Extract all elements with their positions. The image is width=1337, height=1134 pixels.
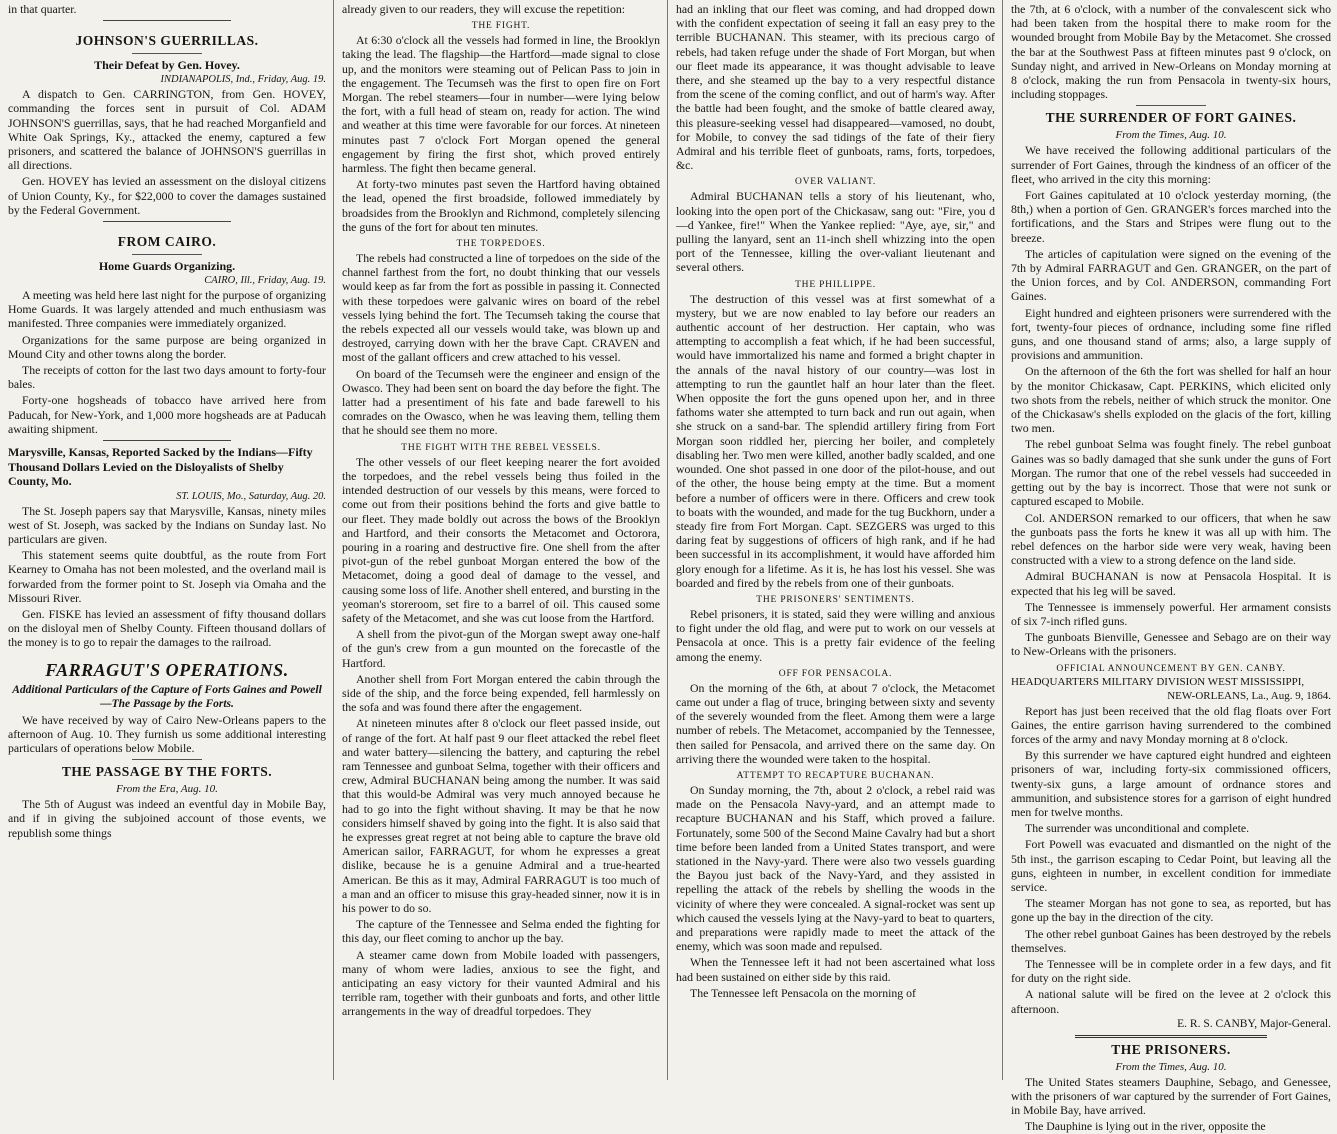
paragraph: Col. ANDERSON remarked to our officers, that when he saw the gunboats pass the forts he knew it was all up with him. The rebel defences on the harbor side were very weak, having been constructed with a view to a strong defence on the land side. (1011, 510, 1331, 568)
paragraph: Organizations for the same purpose are being organized in Mound City and other towns along the border. (8, 332, 326, 361)
source-line: From the Times, Aug. 10. (1115, 129, 1227, 142)
paragraph: Report has just been received that the old flag floats over Fort Gaines, the entire garrison having surrendered to the combined forces of the army and navy Monday morning at 8 o'clock. (1011, 703, 1331, 746)
paragraph: On the afternoon of the 6th the fort was shelled for half an hour by the monitor Chickasaw, Capt. PERKINS, which elicited only two shots from the rebels, neither of which struck the monitor. One of the Chickasaw's shells exploded on the glacis of the fort, killing two men. (1011, 364, 1331, 436)
paragraph: At nineteen minutes after 8 o'clock our fleet passed inside, out of range of the fort. At half past 9 our fleet attacked the rebel fleet and water battery—silencing the battery, and capturing the rebel ram Tennessee and gunboat Selma, together with their officers and crew, Admiral BUCHANAN being among the number. It was said that this would-be Admiral was very much annoyed because he had to go into the fight without shaving. It may be that he now considers himself shaved by going into the fight. It is also said that he expresses great regret at not being able to capture the brave old American sailor, FARRAGUT, for whom he expresses a great dislike, because he is a genuine Admiral and a true-hearted American. Be this as it may, Admiral FARRAGUT is too much of a man and an officer to misuse this gray-headed sinner, now it is in his power to do so. (342, 716, 660, 915)
paragraph: When the Tennessee left it had not been ascertained what loss had been sustained on either side by this raid. (676, 955, 995, 984)
divider (1136, 105, 1206, 106)
paragraph: in that quarter. (8, 2, 77, 16)
headline-surrender-fort-gaines: THE SURRENDER OF FORT GAINES. (1045, 110, 1297, 126)
paragraph: Gen. FISKE has levied an assessment of fifty thousand dollars on the disloyal men of Shelby County. Fifteen thousand dollars of the money is to go to repair the damages to the railroad. (8, 606, 326, 650)
paragraph: This statement seems quite doubtful, as the route from Fort Kearney to Omaha has not been molested, and the overland mail is forwarded from the former point to St. Joseph via Omaha and the Missouri River. (8, 548, 326, 605)
paragraph: On the morning of the 6th, at about 7 o'clock, the Metacomet came out under a flag of truce, bringing between sixty and seventy of the severely wounded from the fleet. Among them were a large number of rebels. The Metacomet, accompanied by the Tennessee, then sailed for Pensacola, and arrived there on the same day. On arriving there the wounded were taken to the hospital. (676, 680, 995, 766)
paragraph: On Sunday morning, the 7th, about 2 o'clock, a rebel raid was made on the Pensacola Navy-yard, and an attempt made to recapture BUCHANAN and his Staff, which proved a failure. Fortunately, some 500 of the Second Maine Cavalry had but a short time before been landed from a United States transport, and were stationed in the Navy-yard. There were also two vessels guarding the Bayou just back of the Navy-Yard, and they assisted in repelling the attack of the rebels by shelling the woods in the vicinity of where they were concealed. A signal-rocket was sent up which caused the vessels lying at the Navy-yard to beat to quarters, and preparations were rapidly made to meet the attack of the enemy, which was soon made and repulsed. (676, 782, 995, 954)
paragraph: Forty-one hogsheads of tobacco have arrived here from Paducah, for New-York, and 1,000 more hogsheads are at Paducah awaiting shipment. (8, 393, 326, 436)
paragraph: Fort Gaines capitulated at 10 o'clock yesterday morning, (the 8th,) when a portion of Gen. GRANGER's forces marched into the fortifications, and the Stars and Stripes were flung out to the breeze. (1011, 188, 1331, 245)
paragraph: The surrender was unconditional and complete. (1025, 821, 1250, 836)
paragraph: The United States steamers Dauphine, Sebago, and Genessee, with the prisoners of war captured by the surrender of Fort Gaines, in Mobile Bay, have arrived. (1011, 1074, 1331, 1118)
divider (132, 254, 202, 255)
column-2 (336, 0, 666, 1080)
section-heading: ATTEMPT TO RECAPTURE BUCHANAN. (736, 770, 935, 781)
headline-farraguts-operations: FARRAGUT'S OPERATIONS. (45, 659, 289, 680)
paragraph: A shell from the pivot-gun of the Morgan swept away one-half of the gun's crew from a gun mounted on the forecastle of the Hartford. (342, 627, 660, 670)
paragraph: We have received by way of Cairo New-Orleans papers to the afternoon of Aug. 10. They furnish us some additional interesting particulars of operations below Mobile. (8, 712, 326, 755)
paragraph: Admiral BUCHANAN tells a story of his lieutenant, who, looking into the open port of the Chickasaw, sang out: "Fire, you d—d Yankee, fire!" When the Yankee replied: "Aye, aye, sir," and pulling the lanyard, sent an 11-inch shell whizzing into the open port of the Tennessee, killing the over-valiant lieutenant and several others. (676, 189, 995, 275)
paragraph: Admiral BUCHANAN is now at Pensacola Hospital. It is expected that his leg will be saved. (1011, 569, 1331, 598)
subheadline: Their Defeat by Gen. Hovey. (94, 58, 240, 73)
paragraph: We have received the following additional particulars of the surrender of Fort Gaines, through the kindness of an officer of the fleet, who arrived in the city this morning: (1011, 143, 1331, 186)
column-1 (2, 0, 332, 1080)
section-heading: THE PHILLIPPE. (795, 279, 876, 290)
paragraph: The other rebel gunboat Gaines has been destroyed by the rebels themselves. (1011, 926, 1331, 955)
headline-johnsons-guerrillas: JOHNSON'S GUERRILLAS. (75, 33, 259, 49)
signature: E. R. S. CANBY, Major-General. (1177, 1017, 1331, 1030)
paragraph: The St. Joseph papers say that Marysville, Kansas, ninety miles west of St. Joseph, was sacked by the Indians on Sunday last. No particulars are given. (8, 503, 326, 546)
divider (132, 53, 202, 54)
paragraph: The Tennessee will be in complete order in a few days, and fit for duty on the right side. (1011, 956, 1331, 986)
divider (103, 221, 230, 222)
deck-headline: Additional Particulars of the Capture of Forts Gaines and Powell—The Passage by the Forts. (12, 683, 322, 710)
paragraph: A dispatch to Gen. CARRINGTON, from Gen. HOVEY, commanding the forces sent in pursuit of Col. ADAM JOHNSON'S guerrillas, says, that he had reached Morganfield and White Oak Springs, Ky., attacked the enemy, captured a few prisoners, and scattered the balance of JOHNSON'S guerrillas in all directions. (8, 87, 326, 173)
paragraph: Another shell from Fort Morgan entered the cabin through the side of the ship, and the force being expended, fell harmlessly on the sofa and was found there after the engagement. (342, 671, 660, 715)
paragraph: Fort Powell was evacuated and dismantled on the night of the 5th inst., the garrison escaping to Cedar Point, but leaving all the guns, eighteen in number, in excellent condition for immediate service. (1011, 837, 1331, 894)
source-line: From the Times, Aug. 10. (1115, 1060, 1227, 1073)
paragraph: By this surrender we have captured eight hundred and eighteen prisoners of war, including forty-six commissioned officers, twenty-six guns, a large amount of ordnance stores and ammunition, and subsistence stores for a garrison of eight hundred men for twelve months. (1011, 748, 1331, 819)
paragraph: Eight hundred and eighteen prisoners were surrendered with the fort, twenty-four pieces of ordnance, including some fine rifled guns, and one thousand stand of arms; also, a large supply of provisions and ammunition. (1011, 305, 1331, 363)
section-heading: THE TORPEDOES. (456, 239, 546, 250)
paragraph: A meeting was held here last night for the purpose of organizing Home Guards. It was largely attended and much enthusiasm was manifested. Three companies were immediately organized. (8, 288, 326, 331)
paragraph: the 7th, at 6 o'clock, with a number of the convalescent sick who had been taken from the hospital there to make room for the wounded brought from Mobile Bay by the Metacomet. She crossed the bar at the Southwest Pass at fifteen minutes past 9 o'clock, on Sunday night, and arrived in New-Orleans on Monday morning at 8 o'clock, making the run from Pensacola in twenty-six hours, including stoppages. (1011, 2, 1331, 102)
paragraph: The articles of capitulation were signed on the evening of the 7th by Admiral FARRAGUT and Gen. GRANGER, on the part of the Union forces, and by Col. ANDERSON, commanding Fort Gaines. (1011, 246, 1331, 304)
subheadline: Home Guards Organizing. (98, 259, 236, 274)
headline-marysville: Marysville, Kansas, Reported Sacked by the Indians—Fifty Thousand Dollars Levied on the Disloyalists of Shelby County, Mo. (8, 445, 313, 489)
paragraph: The capture of the Tennessee and Selma ended the fighting for this day, our fleet coming to anchor up the bay. (342, 917, 660, 946)
headline-the-prisoners: THE PRISONERS. (1111, 1041, 1231, 1057)
paragraph: The Dauphine is lying out in the river, opposite the (1025, 1119, 1266, 1134)
headline-from-cairo: FROM CAIRO. (117, 234, 217, 250)
column-3 (670, 0, 1001, 1080)
paragraph: already given to our readers, they will excuse the repetition: (342, 2, 626, 16)
section-heading: THE FIGHT WITH THE REBEL VESSELS. (401, 442, 601, 453)
paragraph: had an inkling that our fleet was coming, and had dropped down with the confident expectation of seeing it fall an easy prey to the terrible BUCHANAN. This steamer, with its precious cargo of rebels, had taken refuge under the shade of Fort Morgan, but when our fleet made its appearance, it was thought advisable to leave there, and she steamed up the bay to a very respectful distance from the scene of the coming conflict, and out of harm's way. After the battle had been fought, and the smoke of battle cleared away, this pleasure-seeking vessel had disappeared—vamosed, no doubt, for Mobile, to convey the sad tidings of the fate of their fiery Admiral and his terrible fleet of gunboats, rams, forts, torpedoes, &c. (676, 2, 995, 173)
paragraph: At forty-two minutes past seven the Hartford having obtained the lead, opened the first broadside, followed immediately by broadsides from the Brooklyn and Richmond, completely silencing the guns of the fort for about ten minutes. (342, 177, 660, 234)
paragraph: The gunboats Bienville, Genessee and Sebago are on their way to New-Orleans with the prisoners. (1011, 630, 1331, 659)
paragraph: The destruction of this vessel was at first somewhat of a mystery, but we are now enabled to lay before our readers an authentic account of her destruction. Her captain, who was attempting to accomplish a feat which, if he had been successful, would have immortalized his name and formed a bright chapter in the annals of the naval history of our country—was lost in attempting to run the gauntlet half an hour later than the fleet. When opposite the fort the guns opened upon her, and in three fathoms water she attempted to turn back and run out again, when she struck on a sand-bar. The splendid artillery firing from Fort Morgan soon riddled her, piercing her boiler, and completely disabling her. Two men were killed, another badly scalded, and one wounded. One shot passed in one door of the pilot-house, and out of the other, the house being empty at the time. But a moment before a number of officers were in there. Officers and crew took to boats with the wounded, and made for the tug Buckhorn, under a steady fire from Fort Morgan. Capt. SEZGERS was urged to this daring feat by suggestions of officers of high rank, and if he had been successful in its accomplishment, it would have afforded him glory enough for a lifetime. As it is, he has lost his vessel. She was boarded and fired by the rebels from one of their gunboats. (676, 291, 995, 590)
divider (1075, 1035, 1267, 1038)
dateline: INDIANAPOLIS, Ind., Friday, Aug. 19. (160, 74, 326, 86)
section-heading: THE FIGHT. (471, 21, 531, 32)
paragraph: The 5th of August was indeed an eventful day in Mobile Bay, and if in giving the subjoined account of those events, we republish some things (8, 797, 326, 840)
paragraph: The steamer Morgan has not gone to sea, as reported, but has gone up the bay in the direction of the city. (1011, 896, 1331, 925)
paragraph: Rebel prisoners, it is stated, said they were willing and anxious to fight under the old flag, and were put to work on our vessels at Pensacola at once. This is a pretty fair evidence of the feeling among the enemy. (676, 606, 995, 664)
section-heading: OVER VALIANT. (794, 177, 877, 188)
source-line: From the Era, Aug. 10. (116, 783, 218, 796)
dateline: CAIRO, Ill., Friday, Aug. 19. (204, 275, 326, 287)
paragraph: On board of the Tecumseh were the engineer and ensign of the Owasco. They had been sent on board the day before the fight. The latter had a presentiment of his fate and bade farewell to his comrades on the Owasco, when he was leaving them, telling them that he should see them no more. (342, 366, 660, 438)
column-4 (1005, 0, 1337, 1134)
paragraph: The Tennessee is immensely powerful. Her armament consists of six 7-inch rifled guns. (1011, 599, 1331, 628)
paragraph: The Tennessee left Pensacola on the morning of (690, 985, 916, 1000)
paragraph: At 6:30 o'clock all the vessels had formed in line, the Brooklyn taking the lead. The flagship—the Hartford—made signal to close up, and the monitors were steaming out of Pelican Pass to join in the engagement. The Tecumseh was the first to open fire on Fort Morgan. The rebel steamers—four in number—were lying below the fort, with a full head of steam on, ready for action. The wind and weather at this time were favorable for our forces. At nineteen minutes past 7 o'clock Fort Morgan opened the general engagement by firing the first shot, which proved entirely harmless. The fight then became general. (342, 33, 660, 176)
dateline: ST. LOUIS, Mo., Saturday, Aug. 20. (176, 490, 326, 502)
paragraph: The receipts of cotton for the last two days amount to forty-four bales. (8, 363, 326, 392)
divider (132, 759, 202, 760)
paragraph: The rebels had constructed a line of torpedoes on the side of the channel farthest from the fort, no doubt thinking that our vessels would keep as far from the fort as possible in passing it. Connected with these torpedoes were galvanic wires on board of the rebel vessels lying behind the fort. The Tecumseh taking the course that the rebels expected all our vessels would take, was blown up and destroyed, carrying down with her the brave Capt. CRAVEN and most of the gallant officers and crew attached to his vessel. (342, 251, 660, 365)
divider (103, 440, 230, 441)
headquarters-line: HEADQUARTERS MILITARY DIVISION WEST MISSISSIPPI, (1011, 675, 1305, 688)
paragraph: The rebel gunboat Selma was fought finely. The rebel gunboat Gaines was so badly damaged that she sunk under the guns of Fort Morgan. The rumor that one of the rebel vessels had succeeded in getting out by the bay is incorrect. Those that were not sunk or captured escaped to Mobile. (1011, 437, 1331, 509)
paragraph: A national salute will be fired on the levee at 2 o'clock this afternoon. (1011, 987, 1331, 1016)
headquarters-date: NEW-ORLEANS, La., Aug. 9, 1864. (1167, 689, 1331, 702)
paragraph: The other vessels of our fleet keeping nearer the fort avoided the torpedoes, and the rebel vessels being thus foiled in the intended destruction of our vessels by this means, were forced to come out from their positions behind the forts and give battle to our fleet. They made boldly out across the bows of the Brooklyn and Hartford, and their consorts the Metacomet and Octorora, pouring in a roaring and destructive fire. One shell from the after pivot-gun of the rebel gunboat Morgan entered the bow of the Metacomet, doing a good deal of damage to the vessel, and causing some loss of life. Another shell entered, and bursting in the yeoman's storeroom, set fire to a barrel of oil. This caused some safety of the Metacomet, and she was cut loose from the Hartford. (342, 454, 660, 625)
headline-passage-by-forts: THE PASSAGE BY THE FORTS. (61, 764, 273, 780)
section-heading: THE PRISONERS' SENTIMENTS. (756, 594, 915, 605)
paragraph: Gen. HOVEY has levied an assessment on the disloyal citizens of Union County, Ky., for $22,000 to cover the damages sustained by the Federal Government. (8, 174, 326, 217)
divider (103, 20, 230, 21)
section-heading: OFF FOR PENSACOLA. (778, 668, 893, 679)
section-heading: OFFICIAL ANNOUNCEMENT BY GEN. CANBY. (1056, 663, 1286, 674)
paragraph: A steamer came down from Mobile loaded with passengers, many of whom were ladies, anxious to see the fight, and anticipating an easy victory for their vaunted Admiral and his terrible ram, together with their gunboats and forts, and other little arrangements in the way of dreadful torpedoes. They (342, 947, 660, 1019)
